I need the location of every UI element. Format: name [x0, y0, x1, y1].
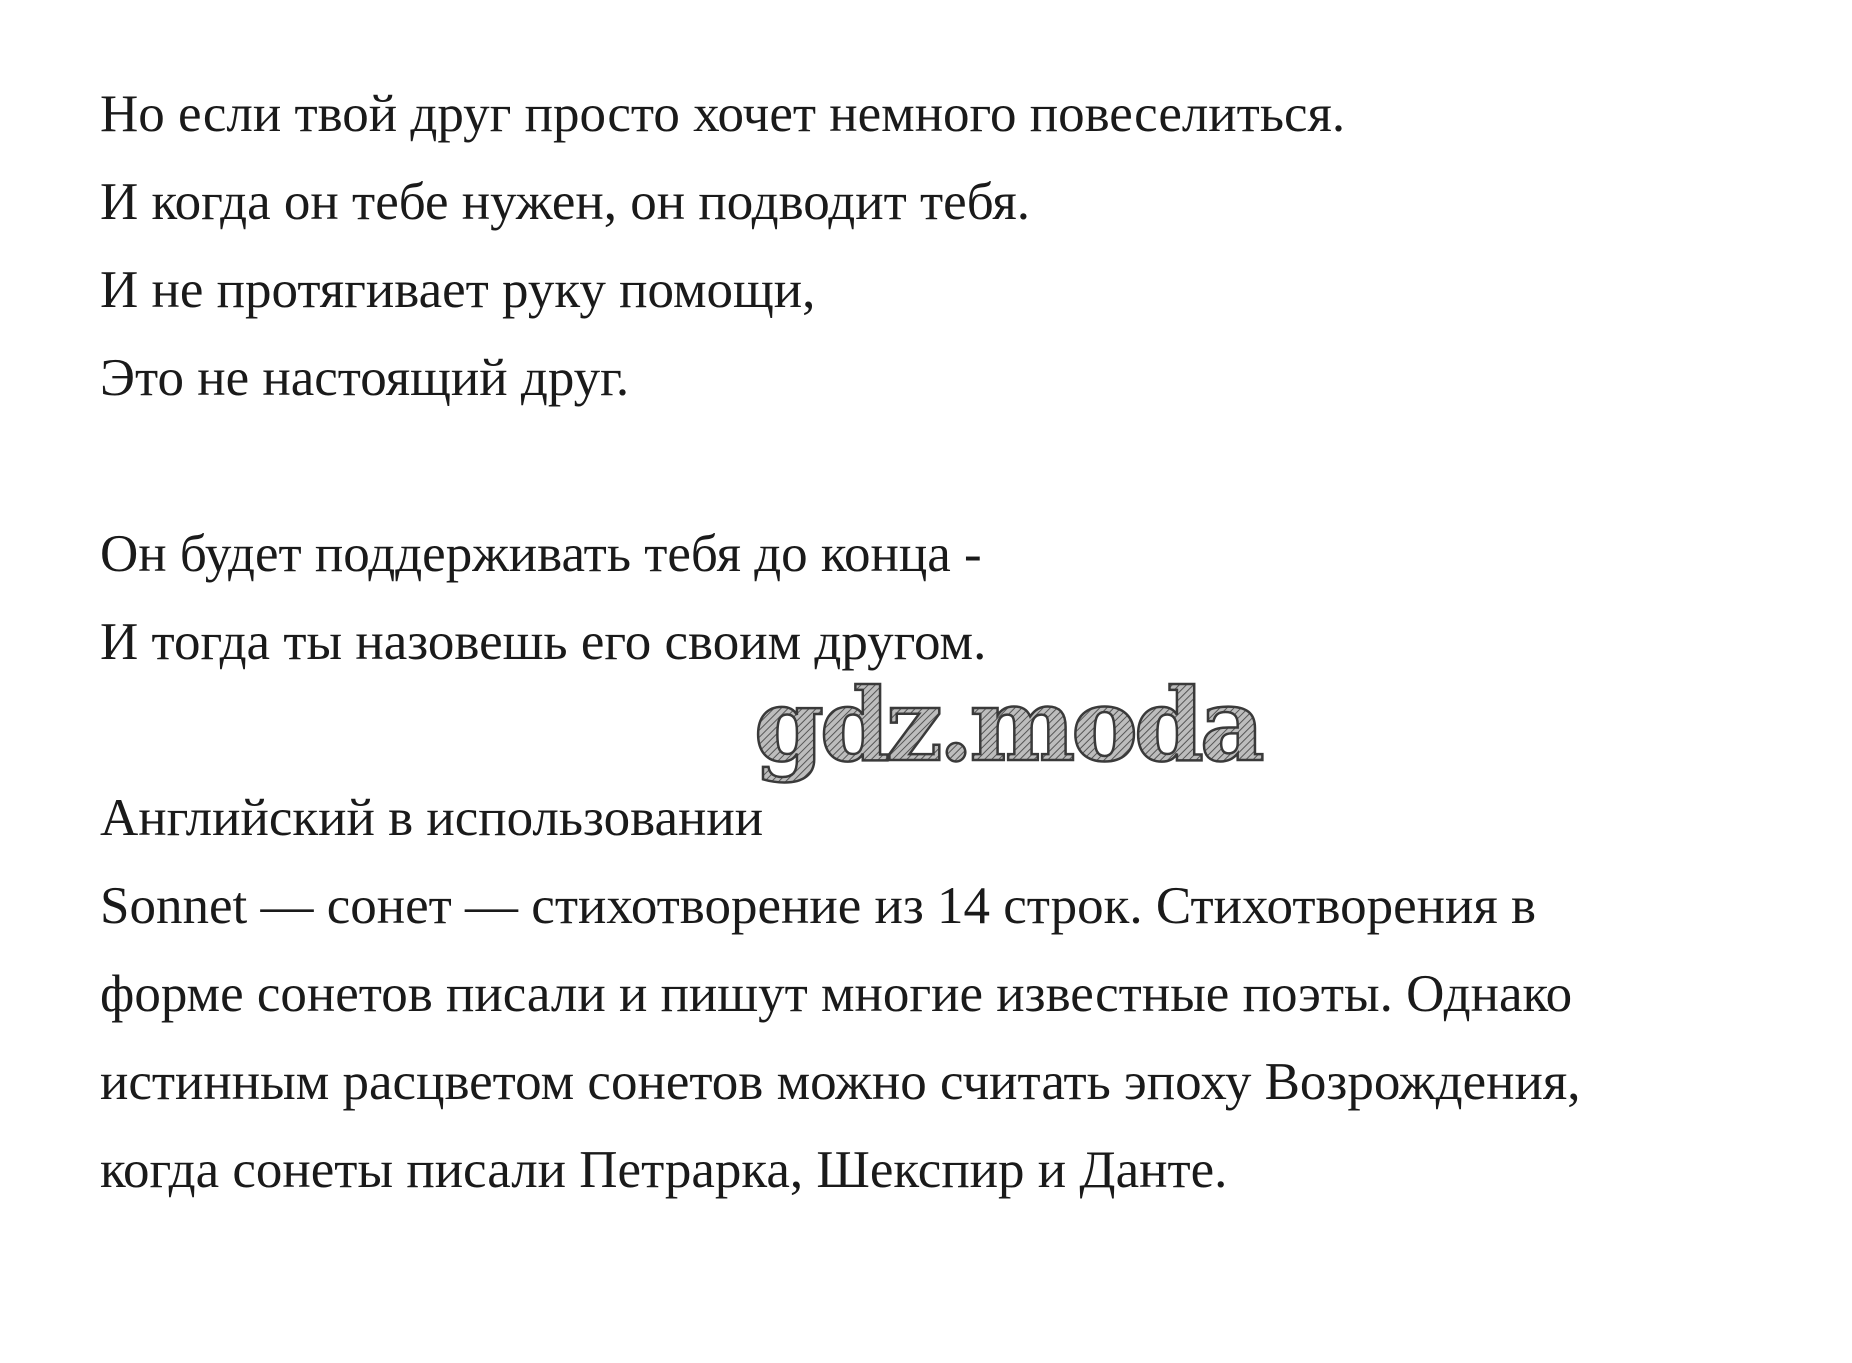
paragraph-line-3: истинным расцветом сонетов можно считать эпоху Возрождения, [100, 1053, 1581, 1111]
poem-line-3: И не протягивает руку помощи, [100, 261, 816, 319]
paragraph-line-4: когда сонеты писали Петрарка, Шекспир и Данте. [100, 1141, 1228, 1199]
poem-line-1: Но если твой друг просто хочет немного повеселиться. [100, 85, 1346, 143]
poem-line-2: И когда он тебе нужен, он подводит тебя. [100, 173, 1030, 231]
watermark-logo [748, 670, 1278, 800]
poem-line-5: Он будет поддерживать тебя до конца - [100, 525, 982, 583]
paragraph-line-2: форме сонетов писали и пишут многие известные поэты. Однако [100, 965, 1573, 1023]
section-heading: Английский в использовании [100, 789, 764, 847]
paragraph-line-1: Sonnet — сонет — стихотворение из 14 строк. Стихотворения в [100, 877, 1537, 935]
poem-line-6: И тогда ты назовешь его своим другом. [100, 613, 987, 671]
poem-line-4: Это не настоящий друг. [100, 349, 630, 407]
watermark-text: gdz.moda [754, 670, 1261, 784]
